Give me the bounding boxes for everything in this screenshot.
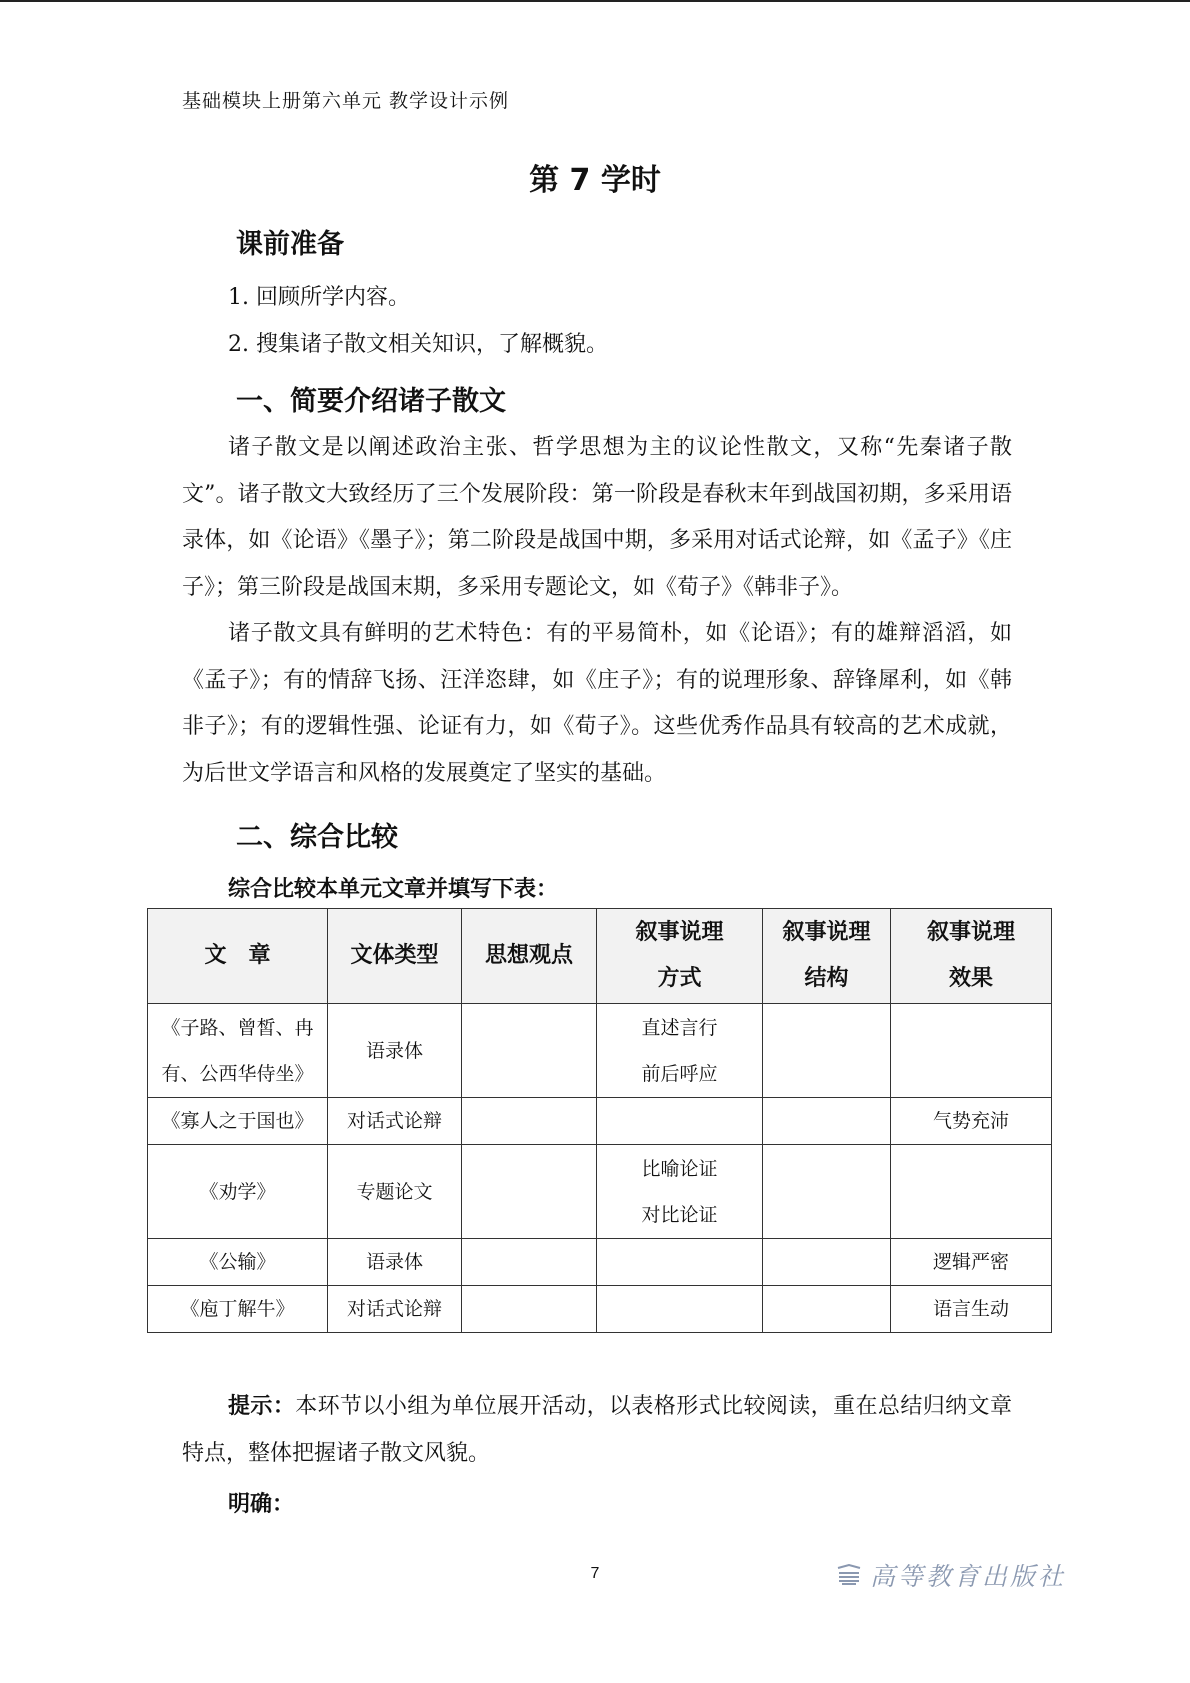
table-row (148, 1098, 1052, 1145)
cell-style: 对话式论辩 (328, 1286, 462, 1333)
header-method: 叙事说理方式 (597, 909, 763, 1004)
cell-method: 直述言行前后呼应 (597, 1004, 763, 1098)
cell-style: 语录体 (328, 1239, 462, 1286)
page-title: 第 7 学时 (529, 163, 661, 198)
cell-style: 对话式论辩 (328, 1098, 462, 1145)
table-row (148, 1145, 1052, 1239)
prep-item-1: 1. 回顾所学内容。 (228, 285, 410, 310)
header-article: 文 章 (148, 909, 328, 1004)
prep-heading: 课前准备 (236, 229, 344, 260)
clarify-label: 明确： (228, 1492, 295, 1517)
cell-thought (462, 1145, 597, 1239)
cell-style: 专题论文 (328, 1145, 462, 1239)
hint-text: 本环节以小组为单位展开活动，以表格形式比较阅读，重在总结归纳文章特点，整体把握诸子散文风貌。 (182, 1394, 1012, 1466)
cell-style: 语录体 (328, 1004, 462, 1098)
table-row (148, 1239, 1052, 1286)
cell-structure (763, 1286, 891, 1333)
cell-effect: 语言生动 (891, 1286, 1052, 1333)
comparison-table (147, 908, 1052, 1333)
cell-structure (763, 1098, 891, 1145)
cell-effect (891, 1145, 1052, 1239)
table-row (148, 1004, 1052, 1098)
cell-structure (763, 1004, 891, 1098)
cell-thought (462, 1004, 597, 1098)
cell-article: 《劝学》 (148, 1145, 328, 1239)
prep-item-2: 2. 搜集诸子散文相关知识，了解概貌。 (228, 332, 608, 357)
section1-paragraph-1: 诸子散文是以阐述政治主张、哲学思想为主的议论性散文，又称“先秦诸子散文”。诸子散文大致经历了三个发展阶段：第一阶段是春秋末年到战国初期，多采用语录体，如《论语》《墨子》；第二阶段是战国中期，多采用对话式论辩，如《孟子》《庄子》；第三阶段是战国末期，多采用专题论文，如《荀子》《韩非子》。 (182, 435, 1012, 600)
cell-method (597, 1098, 763, 1145)
table-intro: 综合比较本单元文章并填写下表： (228, 877, 559, 902)
cell-effect: 逻辑严密 (891, 1239, 1052, 1286)
cell-article: 《公输》 (148, 1239, 328, 1286)
top-rule (0, 0, 1190, 2)
header-style: 文体类型 (328, 909, 462, 1004)
section2-heading: 二、综合比较 (236, 822, 398, 853)
table-row (148, 1286, 1052, 1333)
cell-thought (462, 1239, 597, 1286)
section1-heading: 一、简要介绍诸子散文 (236, 386, 506, 417)
cell-structure (763, 1239, 891, 1286)
cell-thought (462, 1286, 597, 1333)
cell-method: 比喻论证对比论证 (597, 1145, 763, 1239)
header-structure: 叙事说理结构 (763, 909, 891, 1004)
header-effect: 叙事说理效果 (891, 909, 1052, 1004)
hint-label: 提示： (228, 1394, 296, 1419)
publisher-watermark (836, 1557, 1066, 1593)
cell-article: 《庖丁解牛》 (148, 1286, 328, 1333)
running-header: 基础模块上册第六单元 教学设计示例 (182, 90, 510, 112)
cell-article: 《寡人之于国也》 (148, 1098, 328, 1145)
cell-method (597, 1286, 763, 1333)
cell-method (597, 1239, 763, 1286)
publisher-name: 高等教育出版社 (870, 1562, 1067, 1591)
cell-article: 《子路、曾皙、冉有、公西华侍坐》 (148, 1004, 328, 1098)
cell-effect: 气势充沛 (891, 1098, 1052, 1145)
cell-structure (763, 1145, 891, 1239)
page-number: 7 (590, 1565, 600, 1582)
table-header-row (148, 909, 1052, 1004)
hint-paragraph (182, 1384, 1012, 1477)
cell-effect (891, 1004, 1052, 1098)
section1-paragraph-2: 诸子散文具有鲜明的艺术特色：有的平易简朴，如《论语》；有的雄辩滔滔，如《孟子》；有的情辞飞扬、汪洋恣肆，如《庄子》；有的说理形象、辞锋犀利，如《韩非子》；有的逻辑性强、论证有力，如《荀子》。这些优秀作品具有较高的艺术成就，为后世文学语言和风格的发展奠定了坚实的基础。 (182, 621, 1012, 786)
header-thought: 思想观点 (462, 909, 597, 1004)
publisher-logo-icon (836, 1564, 862, 1586)
cell-thought (462, 1098, 597, 1145)
